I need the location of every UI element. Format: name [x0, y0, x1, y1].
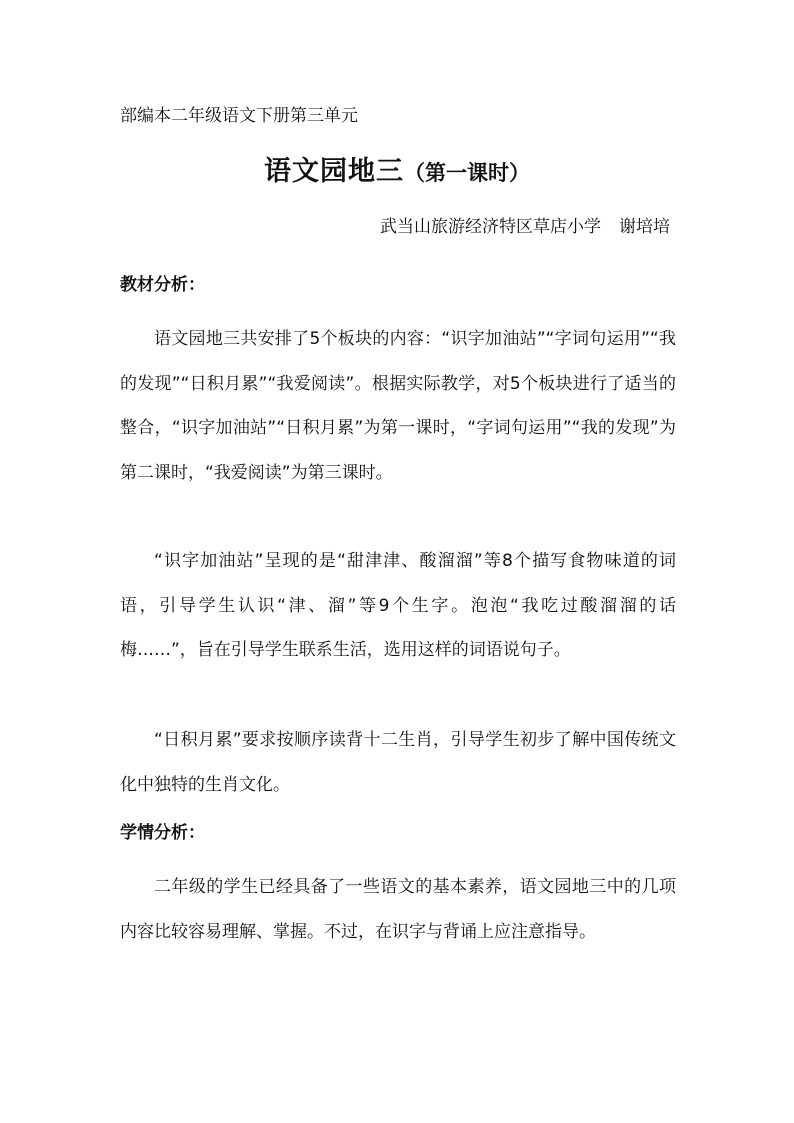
section-heading-student-analysis: 学情分析：	[120, 823, 205, 843]
lesson-title	[0, 152, 794, 195]
section-heading-textbook-analysis: 教材分析：	[120, 275, 205, 295]
paragraph-textbook-2: “识字加油站”呈现的是“甜津津、酸溜溜”等8个描写食物味道的词语，引导学生认识“津、溜”等9个生字。泡泡“我吃过酸溜溜的话梅……”，旨在引导学生联系生活，选用这样的词语说句子。	[120, 551, 676, 660]
paragraph-student-1: 二年级的学生已经具备了一些语文的基本素养，语文园地三中的几项内容比较容易理解、掌握。不过，在识字与背诵上应注意指导。	[120, 877, 676, 942]
unit-header: 部编本二年级语文下册第三单元	[120, 106, 358, 126]
lesson-title-main: 语文园地三	[264, 156, 404, 187]
paragraph-textbook-3: “日积月累”要求按顺序读背十二生肖，引导学生初步了解中国传统文化中独特的生肖文化。	[120, 730, 676, 795]
author-line	[380, 215, 670, 239]
author-name: 谢培培	[619, 217, 670, 237]
lesson-title-sub: （第一课时）	[404, 160, 530, 185]
author-school: 武当山旅游经济特区草店小学	[380, 217, 601, 237]
paragraph-textbook-1: 语文园地三共安排了5个板块的内容：“识字加油站”“字词句运用”“我的发现”“日积月累”“我爱阅读”。根据实际教学，对5个板块进行了适当的整合，“识字加油站”“日积月累”为第一课时，“字词句运用”“我的发现”为第二课时，“我爱阅读”为第三课时。	[120, 329, 676, 483]
